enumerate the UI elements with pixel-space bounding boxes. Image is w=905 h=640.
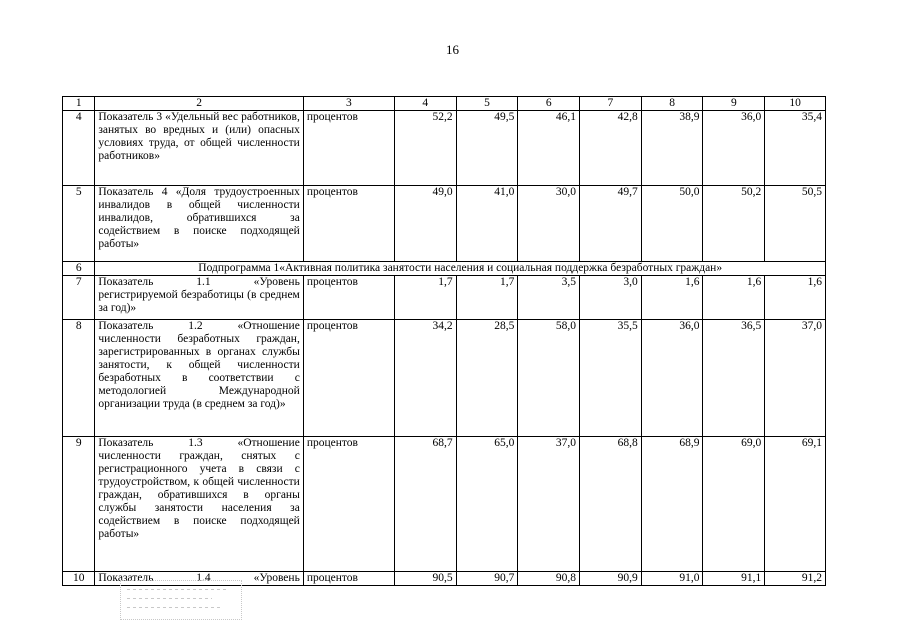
table-row <box>63 320 826 437</box>
indicator-name: Показатель 3 «Удельный вес работников, занятых во вредных и (или) опасных условиях труда, от общей численности работников» <box>95 111 303 186</box>
subprogram-title: Подпрограмма 1«Активная политика занятости населения и социальная поддержка безработных граждан» <box>95 262 826 276</box>
column-header: 2 <box>95 97 303 111</box>
value-cell: 41,0 <box>456 186 518 262</box>
table-row <box>63 111 826 186</box>
value-cell: 30,0 <box>518 186 580 262</box>
value-cell: 49,7 <box>580 186 642 262</box>
value-cell: 1,6 <box>765 276 826 320</box>
value-cell: 49,5 <box>456 111 518 186</box>
subprogram-row <box>63 262 826 276</box>
unit-cell: процентов <box>303 276 394 320</box>
row-number: 8 <box>63 320 95 437</box>
indicator-name: Показатель 1.2 «Отношение численности безработных граждан, зарегистрированных в органах службы занятости, к общей численности безработных в соответствии с методологией Международной организации труда (в среднем за год)» <box>95 320 303 437</box>
value-cell: 90,8 <box>518 572 580 586</box>
value-cell: 90,9 <box>580 572 642 586</box>
column-header: 9 <box>703 97 765 111</box>
indicator-name: Показатель 1.4 «Уровень <box>95 572 303 586</box>
value-cell: 1,6 <box>641 276 703 320</box>
row-number: 7 <box>63 276 95 320</box>
value-cell: 28,5 <box>456 320 518 437</box>
column-header: 5 <box>456 97 518 111</box>
page-number: 16 <box>446 42 459 57</box>
column-number-row <box>63 97 826 111</box>
value-cell: 52,2 <box>394 111 456 186</box>
value-cell: 68,9 <box>641 437 703 572</box>
value-cell: 65,0 <box>456 437 518 572</box>
value-cell: 91,1 <box>703 572 765 586</box>
table-row <box>63 437 826 572</box>
indicators-table <box>62 96 826 586</box>
indicator-name: Показатель 1.1 «Уровень регистрируемой безработицы (в среднем за год)» <box>95 276 303 320</box>
column-header: 10 <box>765 97 826 111</box>
value-cell: 36,0 <box>641 320 703 437</box>
column-header: 1 <box>63 97 95 111</box>
value-cell: 37,0 <box>518 437 580 572</box>
column-header: 3 <box>303 97 394 111</box>
value-cell: 91,2 <box>765 572 826 586</box>
value-cell: 91,0 <box>641 572 703 586</box>
value-cell: 68,7 <box>394 437 456 572</box>
value-cell: 50,0 <box>641 186 703 262</box>
value-cell: 38,9 <box>641 111 703 186</box>
unit-cell: процентов <box>303 111 394 186</box>
value-cell: 50,2 <box>703 186 765 262</box>
value-cell: 46,1 <box>518 111 580 186</box>
indicator-name: Показатель 1.3 «Отношение численности граждан, снятых с регистрационного учета в связи с трудоустройством, к общей численности граждан, обратившихся в органы службы занятости населения за содействием в поиске подходящей работы» <box>95 437 303 572</box>
unit-cell: процентов <box>303 437 394 572</box>
value-cell: 1,6 <box>703 276 765 320</box>
column-header: 6 <box>518 97 580 111</box>
row-number: 4 <box>63 111 95 186</box>
value-cell: 35,5 <box>580 320 642 437</box>
value-cell: 69,1 <box>765 437 826 572</box>
value-cell: 3,5 <box>518 276 580 320</box>
unit-cell: процентов <box>303 186 394 262</box>
column-header: 7 <box>580 97 642 111</box>
value-cell: 58,0 <box>518 320 580 437</box>
value-cell: 35,4 <box>765 111 826 186</box>
unit-cell: процентов <box>303 320 394 437</box>
unit-cell: процентов <box>303 572 394 586</box>
value-cell: 1,7 <box>456 276 518 320</box>
row-number: 9 <box>63 437 95 572</box>
value-cell: 68,8 <box>580 437 642 572</box>
value-cell: 36,5 <box>703 320 765 437</box>
row-number: 5 <box>63 186 95 262</box>
value-cell: 50,5 <box>765 186 826 262</box>
row-number: 6 <box>63 262 95 276</box>
value-cell: 69,0 <box>703 437 765 572</box>
column-header: 4 <box>394 97 456 111</box>
row-number: 10 <box>63 572 95 586</box>
value-cell: 1,7 <box>394 276 456 320</box>
indicator-name: Показатель 4 «Доля трудоустроенных инвалидов в общей численности инвалидов, обратившихся за содействием в поиске подходящей работы» <box>95 186 303 262</box>
table-row <box>63 186 826 262</box>
faint-stamp <box>120 580 242 620</box>
value-cell: 49,0 <box>394 186 456 262</box>
value-cell: 3,0 <box>580 276 642 320</box>
value-cell: 36,0 <box>703 111 765 186</box>
value-cell: 42,8 <box>580 111 642 186</box>
table-row <box>63 276 826 320</box>
value-cell: 37,0 <box>765 320 826 437</box>
value-cell: 34,2 <box>394 320 456 437</box>
value-cell: 90,7 <box>456 572 518 586</box>
column-header: 8 <box>641 97 703 111</box>
value-cell: 90,5 <box>394 572 456 586</box>
